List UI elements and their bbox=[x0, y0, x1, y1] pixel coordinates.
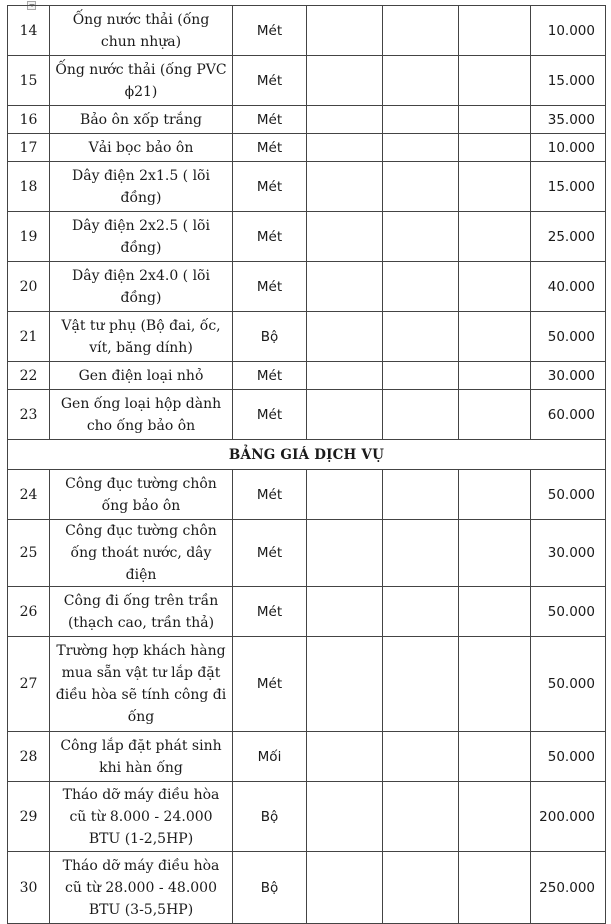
empty-cell bbox=[383, 587, 459, 637]
item-name: Ống nước thải (ống chun nhựa) bbox=[50, 6, 233, 56]
item-price: 25.000 bbox=[531, 212, 606, 262]
row-number: 15 bbox=[8, 56, 50, 106]
item-unit: Mét bbox=[233, 470, 307, 520]
empty-cell bbox=[383, 262, 459, 312]
empty-cell bbox=[307, 134, 383, 162]
item-name: Ống nước thải (ống PVC ϕ21) bbox=[50, 56, 233, 106]
empty-cell bbox=[307, 852, 383, 924]
empty-cell bbox=[307, 56, 383, 106]
item-price: 50.000 bbox=[531, 732, 606, 782]
empty-cell bbox=[459, 6, 531, 56]
item-unit: Mét bbox=[233, 162, 307, 212]
empty-cell bbox=[459, 162, 531, 212]
table-row bbox=[8, 390, 606, 440]
item-name: Vật tư phụ (Bộ đai, ốc, vít, băng dính) bbox=[50, 312, 233, 362]
row-number: 18 bbox=[8, 162, 50, 212]
row-number: 24 bbox=[8, 470, 50, 520]
empty-cell bbox=[383, 520, 459, 587]
empty-cell bbox=[383, 56, 459, 106]
price-table bbox=[7, 5, 606, 924]
empty-cell bbox=[459, 732, 531, 782]
row-number: 25 bbox=[8, 520, 50, 587]
empty-cell bbox=[307, 587, 383, 637]
item-name: Công đi ống trên trần (thạch cao, trần thả) bbox=[50, 587, 233, 637]
item-unit: Bộ bbox=[233, 312, 307, 362]
empty-cell bbox=[459, 587, 531, 637]
empty-cell bbox=[459, 470, 531, 520]
empty-cell bbox=[383, 852, 459, 924]
item-name: Gen điện loại nhỏ bbox=[50, 362, 233, 390]
item-name: Dây điện 2x4.0 ( lõi đồng) bbox=[50, 262, 233, 312]
empty-cell bbox=[459, 782, 531, 852]
table-row bbox=[8, 134, 606, 162]
row-number: 29 bbox=[8, 782, 50, 852]
item-unit: Bộ bbox=[233, 782, 307, 852]
item-price: 40.000 bbox=[531, 262, 606, 312]
table-row bbox=[8, 162, 606, 212]
table-row bbox=[8, 470, 606, 520]
item-price: 30.000 bbox=[531, 520, 606, 587]
item-name: Dây điện 2x2.5 ( lõi đồng) bbox=[50, 212, 233, 262]
row-number: 26 bbox=[8, 587, 50, 637]
item-name: Tháo dỡ máy điều hòa cũ từ 8.000 - 24.000 BTU (1-2,5HP) bbox=[50, 782, 233, 852]
item-name: Gen ống loại hộp dành cho ống bảo ôn bbox=[50, 390, 233, 440]
item-name: Dây điện 2x1.5 ( lõi đồng) bbox=[50, 162, 233, 212]
table-row bbox=[8, 56, 606, 106]
empty-cell bbox=[307, 312, 383, 362]
empty-cell bbox=[307, 162, 383, 212]
empty-cell bbox=[459, 106, 531, 134]
row-number: 21 bbox=[8, 312, 50, 362]
item-price: 10.000 bbox=[531, 134, 606, 162]
item-price: 50.000 bbox=[531, 587, 606, 637]
item-name: Công lắp đặt phát sinh khi hàn ống bbox=[50, 732, 233, 782]
item-unit: Mét bbox=[233, 520, 307, 587]
item-unit: Mét bbox=[233, 362, 307, 390]
empty-cell bbox=[459, 520, 531, 587]
item-unit: Mét bbox=[233, 390, 307, 440]
table-row bbox=[8, 212, 606, 262]
item-price: 15.000 bbox=[531, 56, 606, 106]
empty-cell bbox=[307, 212, 383, 262]
empty-cell bbox=[383, 362, 459, 390]
item-price: 30.000 bbox=[531, 362, 606, 390]
table-row bbox=[8, 6, 606, 56]
table-row bbox=[8, 362, 606, 390]
item-unit: Bộ bbox=[233, 852, 307, 924]
empty-cell bbox=[307, 637, 383, 732]
empty-cell bbox=[459, 637, 531, 732]
empty-cell bbox=[383, 134, 459, 162]
table-row bbox=[8, 262, 606, 312]
item-price: 50.000 bbox=[531, 312, 606, 362]
table-row bbox=[8, 312, 606, 362]
row-number: 27 bbox=[8, 637, 50, 732]
item-unit: Mét bbox=[233, 637, 307, 732]
empty-cell bbox=[383, 106, 459, 134]
empty-cell bbox=[307, 470, 383, 520]
item-price: 15.000 bbox=[531, 162, 606, 212]
item-unit: Mét bbox=[233, 56, 307, 106]
table-row bbox=[8, 852, 606, 924]
item-unit: Mét bbox=[233, 262, 307, 312]
row-number: 22 bbox=[8, 362, 50, 390]
price-table-body bbox=[8, 6, 606, 924]
empty-cell bbox=[307, 262, 383, 312]
section-title: BẢNG GIÁ DỊCH VỤ bbox=[8, 440, 606, 470]
empty-cell bbox=[307, 782, 383, 852]
item-price: 10.000 bbox=[531, 6, 606, 56]
section-row bbox=[8, 440, 606, 470]
item-unit: Mét bbox=[233, 212, 307, 262]
row-number: 19 bbox=[8, 212, 50, 262]
table-row bbox=[8, 587, 606, 637]
row-number: 23 bbox=[8, 390, 50, 440]
item-unit: Mét bbox=[233, 587, 307, 637]
empty-cell bbox=[383, 312, 459, 362]
item-unit: Mét bbox=[233, 134, 307, 162]
item-name: Bảo ôn xốp trắng bbox=[50, 106, 233, 134]
table-row bbox=[8, 732, 606, 782]
item-unit: Mét bbox=[233, 6, 307, 56]
item-name: Vải bọc bảo ôn bbox=[50, 134, 233, 162]
row-number: 20 bbox=[8, 262, 50, 312]
empty-cell bbox=[383, 6, 459, 56]
empty-cell bbox=[459, 56, 531, 106]
row-number: 17 bbox=[8, 134, 50, 162]
item-name: Tháo dỡ máy điều hòa cũ từ 28.000 - 48.000 BTU (3-5,5HP) bbox=[50, 852, 233, 924]
item-unit: Mét bbox=[233, 106, 307, 134]
empty-cell bbox=[307, 732, 383, 782]
empty-cell bbox=[459, 390, 531, 440]
empty-cell bbox=[459, 212, 531, 262]
empty-cell bbox=[383, 390, 459, 440]
empty-cell bbox=[383, 637, 459, 732]
empty-cell bbox=[459, 134, 531, 162]
row-number: 30 bbox=[8, 852, 50, 924]
item-price: 250.000 bbox=[531, 852, 606, 924]
empty-cell bbox=[307, 362, 383, 390]
empty-cell bbox=[307, 390, 383, 440]
item-name: Công đục tường chôn ống thoát nước, dây điện bbox=[50, 520, 233, 587]
empty-cell bbox=[459, 852, 531, 924]
empty-cell bbox=[383, 162, 459, 212]
row-number: 28 bbox=[8, 732, 50, 782]
item-name: Công đục tường chôn ống bảo ôn bbox=[50, 470, 233, 520]
empty-cell bbox=[307, 520, 383, 587]
row-number: 16 bbox=[8, 106, 50, 134]
empty-cell bbox=[459, 312, 531, 362]
item-price: 200.000 bbox=[531, 782, 606, 852]
item-price: 35.000 bbox=[531, 106, 606, 134]
item-price: 60.000 bbox=[531, 390, 606, 440]
empty-cell bbox=[307, 6, 383, 56]
empty-cell bbox=[459, 362, 531, 390]
empty-cell bbox=[383, 732, 459, 782]
empty-cell bbox=[307, 106, 383, 134]
empty-cell bbox=[459, 262, 531, 312]
table-row bbox=[8, 782, 606, 852]
item-unit: Mối bbox=[233, 732, 307, 782]
table-row bbox=[8, 520, 606, 587]
table-row bbox=[8, 106, 606, 134]
row-number: 14 bbox=[8, 6, 50, 56]
empty-cell bbox=[383, 470, 459, 520]
empty-cell bbox=[383, 212, 459, 262]
table-row bbox=[8, 637, 606, 732]
item-price: 50.000 bbox=[531, 637, 606, 732]
item-name: Trường hợp khách hàng mua sẵn vật tư lắp đặt điều hòa sẽ tính công đi ống bbox=[50, 637, 233, 732]
item-price: 50.000 bbox=[531, 470, 606, 520]
empty-cell bbox=[383, 782, 459, 852]
